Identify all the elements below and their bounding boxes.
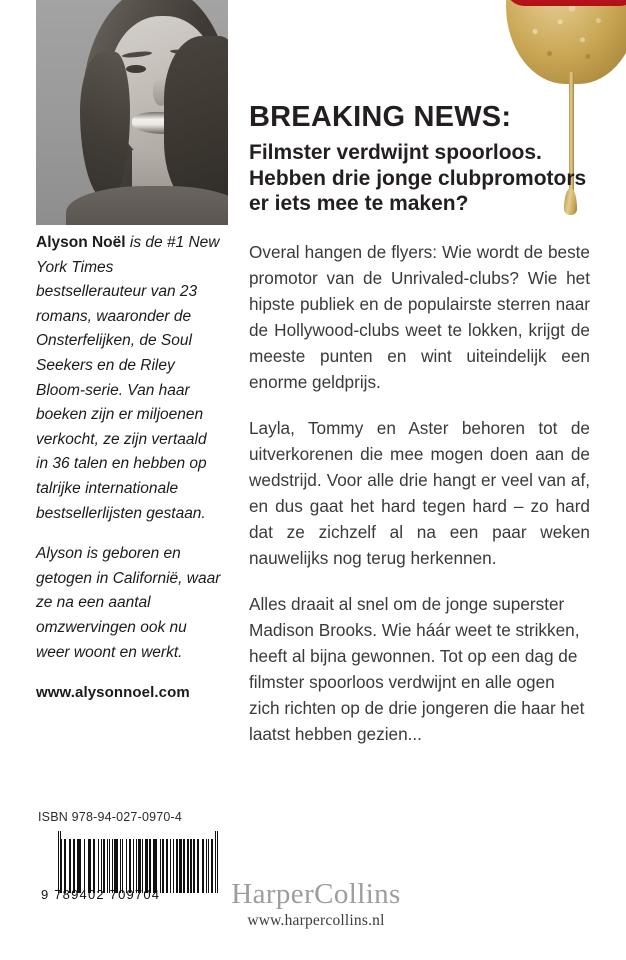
bio-paragraph-2: Alyson is geboren en getogen in Californië, waar ze na een aantal omzwervingen ook nu weer woont en werkt. xyxy=(36,545,221,661)
bio-paragraph-1 xyxy=(36,231,222,526)
blurb-paragraph-3: Alles draait al snel om de jonge superster Madison Brooks. Wie háár weet te strikken, heeft al bijna gewonnen. Tot op een dag de filmster spoorloos verdwijnt en alle ogen zich richten op de drie jongeren die haar het laatst hebben gezien... xyxy=(249,593,585,744)
photo-eye-left xyxy=(126,65,146,73)
publisher-name: HarperCollins xyxy=(231,878,401,910)
subheadline: Filmster verdwijnt spoorloos. Hebben drie jonge clubpromotors er iets mee te maken? xyxy=(249,141,587,215)
blurb-block xyxy=(249,100,590,767)
balloon-red-top xyxy=(506,0,626,6)
balloon-glitter xyxy=(506,0,626,84)
author-name: Alyson Noël xyxy=(36,234,126,251)
isbn-number: ISBN 978-94-027-0970-4 xyxy=(38,810,183,824)
balloon-graphic xyxy=(506,0,626,84)
blurb-paragraph-1: Overal hangen de flyers: Wie wordt de beste promotor van de Unrivaled-clubs? Wie het hipste publiek en de populairste sterren naar de Hollywood-clubs weet te lokken, krijgt de meeste punten en wint uiteindelijk een enorme geldprijs. xyxy=(249,241,590,392)
headline: BREAKING NEWS: xyxy=(249,101,512,133)
author-website[interactable]: www.alysonnoel.com xyxy=(36,684,190,702)
publisher-block xyxy=(186,878,446,930)
publisher-url[interactable]: www.harpercollins.nl xyxy=(247,912,385,929)
author-photo xyxy=(36,0,228,225)
bio-paragraph-1-text: is de #1 New York Times bestsellerauteur van 23 romans, waaronder de Onsterfelijken, de Soul Seekers en de Riley Bloom-serie. Van haar boeken zijn er miljoenen verkocht, ze zijn vertaald in 36 talen en hebben op talrijke internationale bestsellerlijsten gestaan. xyxy=(36,234,220,522)
blurb-paragraph-2: Layla, Tommy en Aster behoren tot de uitverkorenen die mee mogen doen aan de wedstrijd. Voor alle drie hangt er veel van af, en dus gaat het hard tegen hard – zo hard dat ze zichzelf al na een paar weken nauwelijks nog terug herkennen. xyxy=(249,417,590,568)
author-bio xyxy=(36,231,222,706)
barcode-digits: 9 789402 709704 xyxy=(41,887,161,902)
